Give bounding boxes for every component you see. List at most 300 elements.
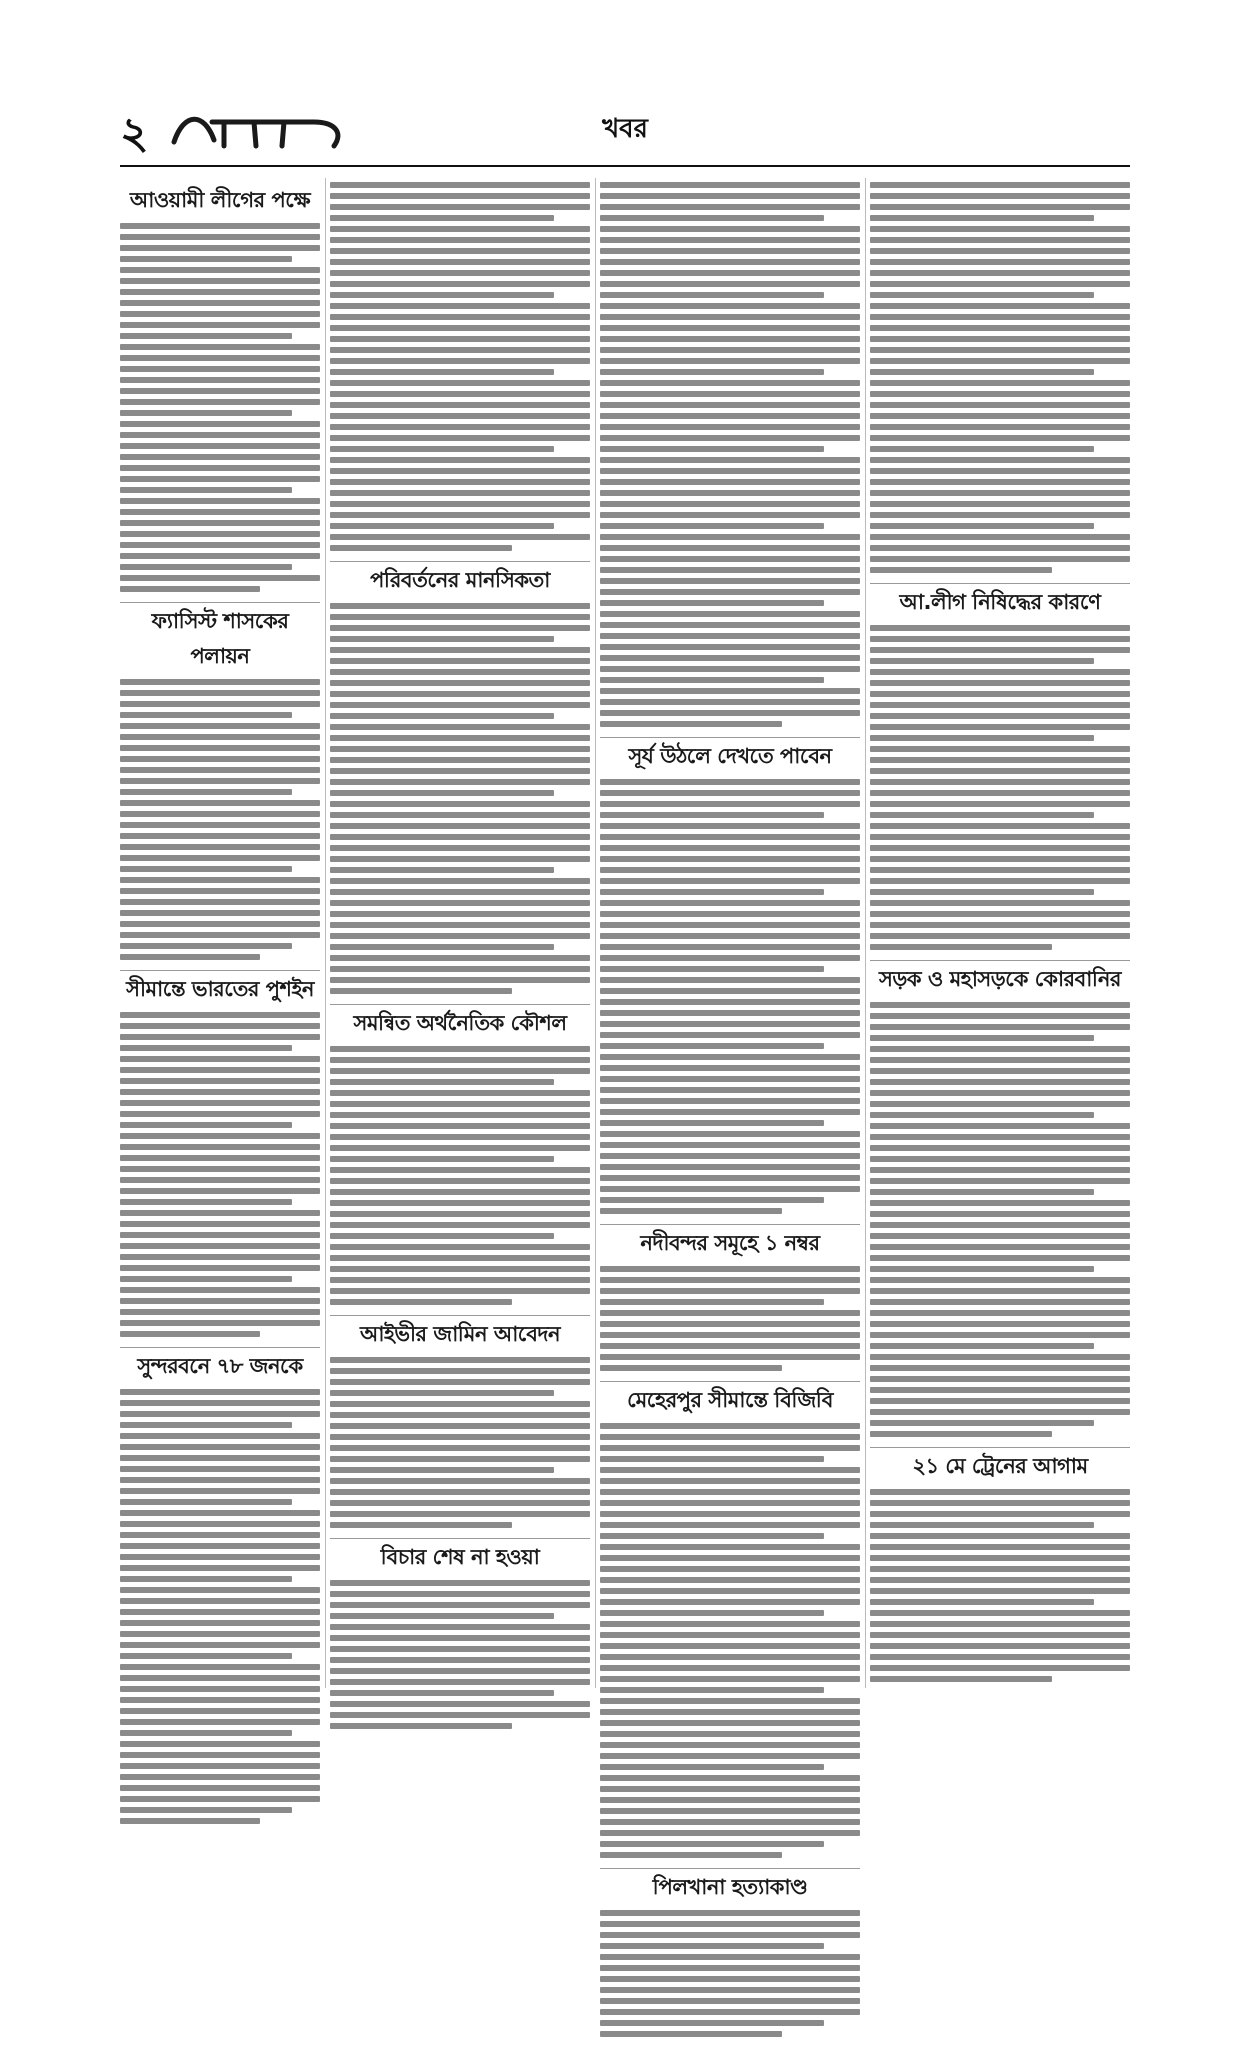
text-line	[330, 1624, 590, 1630]
text-line	[600, 845, 860, 851]
text-line	[600, 688, 860, 694]
text-line	[870, 867, 1130, 873]
text-line	[870, 435, 1130, 441]
text-line	[870, 1167, 1130, 1173]
text-line	[870, 900, 1130, 906]
text-line	[120, 1631, 320, 1637]
text-line	[120, 1444, 320, 1450]
column-divider	[595, 178, 596, 1688]
text-line	[870, 292, 1094, 298]
text-line	[600, 369, 824, 375]
text-line	[600, 1076, 860, 1082]
text-line	[120, 1532, 320, 1538]
text-line	[330, 358, 590, 364]
text-line	[120, 1199, 292, 1205]
text-line	[120, 1320, 320, 1326]
headline: ফ্যাসিস্ট শাসকের পলায়ন	[120, 602, 320, 675]
text-line	[600, 1021, 860, 1027]
text-line	[870, 204, 1130, 210]
text-line	[870, 1343, 1094, 1349]
text-line	[120, 1254, 320, 1260]
text-line	[600, 413, 860, 419]
text-line	[120, 399, 320, 405]
text-line	[600, 1500, 860, 1506]
text-line	[330, 402, 590, 408]
text-line	[330, 1145, 590, 1151]
text-line	[600, 237, 860, 243]
text-line	[600, 1310, 860, 1316]
text-line	[120, 520, 320, 526]
text-line	[870, 424, 1130, 430]
text-line	[870, 270, 1130, 276]
text-line	[330, 691, 590, 697]
text-line	[330, 1244, 590, 1250]
text-line	[600, 900, 860, 906]
text-line	[600, 1533, 824, 1539]
text-line	[330, 658, 590, 664]
text-line	[600, 281, 860, 287]
text-line	[120, 1243, 320, 1249]
text-line	[870, 1522, 1094, 1528]
text-line	[870, 1299, 1130, 1305]
text-line	[120, 1389, 320, 1395]
text-line	[120, 1719, 320, 1725]
text-line	[330, 1266, 590, 1272]
text-line	[870, 856, 1130, 862]
text-line	[120, 1221, 320, 1227]
text-line	[330, 977, 590, 983]
text-line	[870, 647, 1130, 653]
text-line	[120, 767, 320, 773]
text-line	[870, 933, 1130, 939]
text-line	[600, 358, 860, 364]
text-line	[120, 1433, 320, 1439]
text-line	[330, 347, 590, 353]
text-line	[330, 647, 590, 653]
text-line	[600, 2031, 782, 2037]
text-line	[600, 666, 860, 672]
text-line	[330, 534, 590, 540]
text-line	[330, 1456, 590, 1462]
text-line	[870, 1035, 1094, 1041]
text-line	[120, 778, 320, 784]
text-line	[870, 413, 1130, 419]
text-line	[870, 1621, 1130, 1627]
text-line	[330, 1057, 590, 1063]
text-line	[600, 1489, 860, 1495]
text-line	[330, 1112, 590, 1118]
text-line	[330, 1222, 590, 1228]
text-line	[600, 1998, 860, 2004]
text-line	[870, 944, 1052, 950]
text-line	[600, 435, 860, 441]
article-body	[600, 1266, 860, 1371]
text-line	[600, 1621, 860, 1627]
text-line	[120, 454, 320, 460]
text-line	[330, 823, 590, 829]
text-line	[870, 215, 1094, 221]
text-line	[120, 1276, 292, 1282]
text-line	[330, 325, 590, 331]
text-line	[600, 1943, 824, 1949]
text-line	[870, 1665, 1130, 1671]
headline: সড়ক ও মহাসড়কে কোরবানির	[870, 960, 1130, 998]
text-line	[330, 1467, 554, 1473]
text-line	[330, 867, 554, 873]
text-line	[120, 476, 320, 482]
text-line	[330, 1046, 590, 1052]
text-line	[600, 1555, 860, 1561]
text-line	[600, 523, 824, 529]
headline: সুন্দরবনে ৭৮ জনকে	[120, 1347, 320, 1385]
text-line	[870, 812, 1094, 818]
text-line	[330, 603, 590, 609]
article-body	[120, 1012, 320, 1337]
text-line	[330, 680, 590, 686]
text-line	[870, 1577, 1130, 1583]
text-line	[600, 1299, 824, 1305]
text-line	[330, 501, 590, 507]
text-line	[870, 501, 1130, 507]
text-line	[120, 745, 320, 751]
text-line	[600, 182, 860, 188]
text-line	[330, 1390, 554, 1396]
text-line	[870, 691, 1130, 697]
text-line	[870, 669, 1130, 675]
text-line	[120, 1554, 320, 1560]
text-line	[120, 943, 292, 949]
text-line	[600, 314, 860, 320]
text-line	[870, 490, 1130, 496]
text-line	[600, 1987, 860, 1993]
text-line	[600, 248, 860, 254]
text-line	[600, 215, 824, 221]
text-line	[120, 910, 320, 916]
article-body	[120, 1389, 320, 1824]
text-line	[330, 468, 590, 474]
masthead	[120, 100, 1130, 160]
text-line	[870, 834, 1130, 840]
text-line	[870, 1255, 1130, 1261]
text-line	[330, 380, 590, 386]
text-line	[120, 388, 320, 394]
text-line	[600, 944, 860, 950]
column-4	[870, 178, 1130, 1692]
text-line	[600, 1343, 860, 1349]
text-line	[600, 812, 824, 818]
column-divider	[865, 178, 866, 1688]
text-line	[600, 1610, 824, 1616]
text-line	[600, 292, 824, 298]
text-line	[120, 1155, 320, 1161]
text-line	[600, 534, 860, 540]
article-body	[330, 182, 590, 551]
text-line	[330, 878, 590, 884]
article-body	[120, 679, 320, 960]
text-line	[600, 226, 860, 232]
text-line	[600, 1522, 860, 1528]
text-line	[600, 1164, 860, 1170]
text-line	[330, 922, 590, 928]
text-line	[330, 1401, 590, 1407]
text-line	[330, 1079, 554, 1085]
text-line	[870, 182, 1130, 188]
text-line	[330, 292, 554, 298]
text-line	[330, 889, 590, 895]
text-line	[120, 1056, 320, 1062]
text-line	[120, 1122, 292, 1128]
text-line	[870, 1489, 1130, 1495]
text-line	[600, 1687, 824, 1693]
text-line	[120, 1741, 320, 1747]
text-line	[330, 303, 590, 309]
text-line	[870, 446, 1094, 452]
text-line	[870, 1354, 1130, 1360]
text-line	[600, 446, 824, 452]
text-line	[870, 790, 1130, 796]
text-line	[120, 1653, 292, 1659]
text-line	[870, 237, 1130, 243]
text-line	[600, 1186, 860, 1192]
text-line	[120, 355, 320, 361]
text-line	[330, 1712, 590, 1718]
text-line	[120, 421, 320, 427]
text-line	[600, 721, 782, 727]
text-line	[120, 1111, 320, 1117]
text-line	[870, 724, 1130, 730]
text-line	[870, 468, 1130, 474]
text-line	[120, 1455, 320, 1461]
text-line	[870, 1566, 1130, 1572]
text-line	[120, 690, 320, 696]
text-line	[600, 878, 860, 884]
text-line	[120, 756, 320, 762]
text-line	[870, 1643, 1130, 1649]
text-line	[600, 1731, 860, 1737]
text-line	[600, 1445, 860, 1451]
text-line	[120, 855, 320, 861]
text-line	[330, 523, 554, 529]
text-line	[600, 1819, 860, 1825]
text-line	[600, 1197, 824, 1203]
text-line	[120, 822, 320, 828]
text-line	[120, 1543, 320, 1549]
text-line	[120, 1078, 320, 1084]
text-line	[600, 1109, 860, 1115]
text-line	[600, 867, 860, 873]
text-line	[120, 877, 320, 883]
text-line	[870, 823, 1130, 829]
text-line	[330, 446, 554, 452]
text-line	[600, 1698, 860, 1704]
text-line	[870, 757, 1130, 763]
text-line	[870, 658, 1094, 664]
text-line	[600, 1544, 860, 1550]
text-line	[600, 999, 860, 1005]
text-line	[330, 1511, 590, 1517]
text-line	[330, 988, 512, 994]
text-line	[870, 1420, 1094, 1426]
text-line	[600, 1830, 860, 1836]
text-line	[330, 193, 590, 199]
text-line	[120, 1620, 320, 1626]
text-line	[870, 534, 1130, 540]
text-line	[870, 1079, 1130, 1085]
text-line	[870, 1090, 1130, 1096]
text-line	[600, 1478, 860, 1484]
text-line	[870, 680, 1130, 686]
text-line	[330, 636, 554, 642]
text-line	[600, 1566, 860, 1572]
text-line	[120, 866, 292, 872]
text-line	[330, 1580, 590, 1586]
text-line	[870, 911, 1130, 917]
text-line	[870, 1654, 1130, 1660]
text-line	[870, 193, 1130, 199]
text-line	[600, 512, 860, 518]
text-line	[600, 1365, 782, 1371]
text-line	[600, 856, 860, 862]
text-line	[120, 1287, 320, 1293]
text-line	[870, 259, 1130, 265]
text-line	[870, 1387, 1130, 1393]
text-line	[600, 1054, 860, 1060]
text-line	[600, 457, 860, 463]
text-line	[120, 256, 292, 262]
article-body	[330, 1357, 590, 1528]
text-line	[330, 1723, 512, 1729]
text-line	[870, 878, 1130, 884]
headline: সূর্য উঠলে দেখতে পাবেন	[600, 737, 860, 775]
text-line	[870, 1178, 1130, 1184]
text-line	[120, 1521, 320, 1527]
text-line	[330, 1478, 590, 1484]
text-line	[330, 226, 590, 232]
text-line	[870, 1013, 1130, 1019]
text-line	[120, 564, 292, 570]
text-line	[600, 633, 860, 639]
text-line	[120, 1686, 320, 1692]
text-line	[870, 402, 1130, 408]
text-line	[870, 1321, 1130, 1327]
text-line	[330, 625, 590, 631]
text-line	[330, 944, 554, 950]
text-line	[330, 746, 590, 752]
text-line	[330, 1156, 554, 1162]
text-line	[870, 1222, 1130, 1228]
text-line	[120, 1796, 320, 1802]
text-line	[120, 487, 292, 493]
text-line	[330, 834, 590, 840]
text-line	[120, 800, 320, 806]
text-line	[870, 713, 1130, 719]
text-line	[600, 1467, 860, 1473]
text-line	[870, 325, 1130, 331]
text-line	[600, 1599, 860, 1605]
text-line	[330, 1690, 554, 1696]
text-line	[120, 531, 320, 537]
text-line	[330, 955, 590, 961]
text-line	[330, 369, 554, 375]
text-line	[330, 779, 590, 785]
text-line	[870, 735, 1094, 741]
text-line	[600, 655, 860, 661]
text-line	[330, 1635, 590, 1641]
text-line	[120, 1675, 320, 1681]
text-line	[120, 1232, 320, 1238]
text-line	[120, 1488, 320, 1494]
text-line	[600, 468, 860, 474]
text-line	[330, 1357, 590, 1363]
text-line	[600, 1808, 860, 1814]
text-line	[870, 1123, 1130, 1129]
text-line	[870, 1365, 1130, 1371]
text-line	[330, 1299, 512, 1305]
text-line	[600, 1632, 860, 1638]
text-line	[600, 933, 860, 939]
text-line	[600, 380, 860, 386]
text-line	[600, 1131, 860, 1137]
headline: আওয়ামী লীগের পক্ষে	[129, 188, 311, 212]
text-line	[870, 303, 1130, 309]
text-line	[870, 1310, 1130, 1316]
text-line	[120, 289, 320, 295]
text-line	[330, 1379, 590, 1385]
article-body	[870, 625, 1130, 950]
headline: পরিবর্তনের মানসিকতা	[330, 561, 590, 599]
text-line	[870, 1266, 1094, 1272]
text-line	[330, 237, 590, 243]
text-line	[120, 1785, 320, 1791]
text-line	[870, 625, 1130, 631]
text-line	[120, 1411, 320, 1417]
text-line	[870, 479, 1130, 485]
text-line	[870, 1500, 1130, 1506]
text-line	[330, 270, 590, 276]
text-line	[330, 735, 590, 741]
text-line	[330, 713, 554, 719]
text-line	[600, 1288, 860, 1294]
text-line	[600, 1010, 860, 1016]
text-line	[330, 259, 590, 265]
text-line	[330, 801, 590, 807]
text-line	[330, 424, 590, 430]
text-line	[120, 1210, 320, 1216]
text-line	[330, 1412, 590, 1418]
text-line	[330, 512, 590, 518]
text-line	[120, 300, 320, 306]
text-line	[870, 1544, 1130, 1550]
text-line	[330, 1434, 590, 1440]
text-line	[870, 457, 1130, 463]
text-line	[870, 922, 1130, 928]
text-line	[330, 1277, 590, 1283]
text-line	[870, 1555, 1130, 1561]
text-line	[870, 369, 1094, 375]
text-line	[330, 1090, 590, 1096]
text-line	[330, 614, 590, 620]
article-body	[600, 1423, 860, 1858]
text-line	[600, 790, 860, 796]
headline: পিলখানা হত্যাকাণ্ড	[600, 1868, 860, 1906]
text-line	[870, 1599, 1094, 1605]
text-line	[330, 1233, 554, 1239]
text-line	[600, 1087, 860, 1093]
text-line	[120, 1763, 320, 1769]
text-line	[600, 699, 860, 705]
column-2	[330, 178, 590, 1739]
text-line	[330, 457, 590, 463]
